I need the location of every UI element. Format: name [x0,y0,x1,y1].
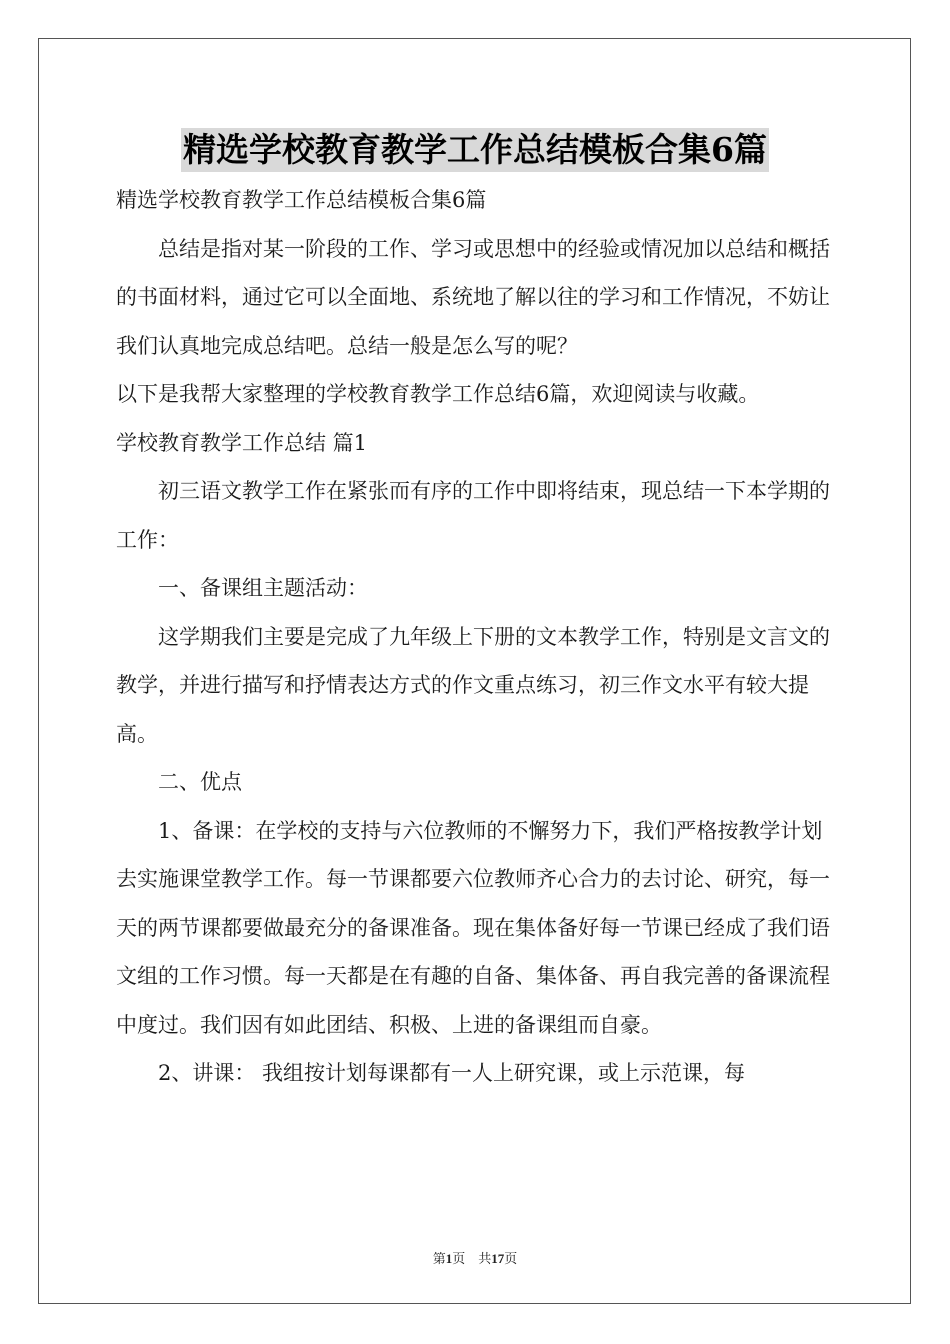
footer-page-total: 17 [491,1251,505,1266]
paragraph-intro-cont: 以下是我帮大家整理的学校教育教学工作总结6篇，欢迎阅读与收藏。 [116,382,760,406]
paragraph: 初三语文教学工作在紧张而有序的工作中即将结束，现总结一下本学期的工作： [116,479,830,552]
title-wrapper [0,128,950,172]
document-body [116,176,836,1098]
paragraph: 这学期我们主要是完成了九年级上下册的文本教学工作，特别是文言文的教学，并进行描写和抒情表达方式的作文重点练习，初三作文水平有较大提高。 [116,624,830,746]
subheading: 一、备课组主题活动： [158,576,368,600]
footer-suffix: 页 [504,1251,518,1266]
paragraph: 1、备课：在学校的支持与六位教师的不懈努力下，我们严格按教学计划去实施课堂教学工作。每一节课都要六位教师齐心合力的去讨论、研究，每一天的两节课都要做最充分的备课准备。现在集体备好每一节课已经成了我们语文组的工作习惯。每一天都是在有趣的自备、集体备、再自我完善的备课流程中度过。我们因有如此团结、积极、上进的备课组而自豪。 [116,818,830,1037]
document-title: 精选学校教育教学工作总结模板合集6篇 [181,128,769,172]
section-heading: 学校教育教学工作总结 篇1 [116,430,368,455]
document-subtitle: 精选学校教育教学工作总结模板合集6篇 [116,188,487,212]
subheading: 二、优点 [158,770,242,794]
paragraph-intro: 总结是指对某一阶段的工作、学习或思想中的经验或情况加以总结和概括的书面材料，通过它可以全面地、系统地了解以往的学习和工作情况，不妨让我们认真地完成总结吧。总结一般是怎么写的呢？ [116,236,830,358]
footer-mid: 页 共 [452,1251,492,1266]
footer-page-current: 1 [445,1251,453,1266]
paragraph: 2、讲课： 我组按计划每课都有一人上研究课，或上示范课，每 [158,1061,746,1085]
page-footer [0,1248,950,1267]
footer-prefix: 第 [432,1251,446,1266]
